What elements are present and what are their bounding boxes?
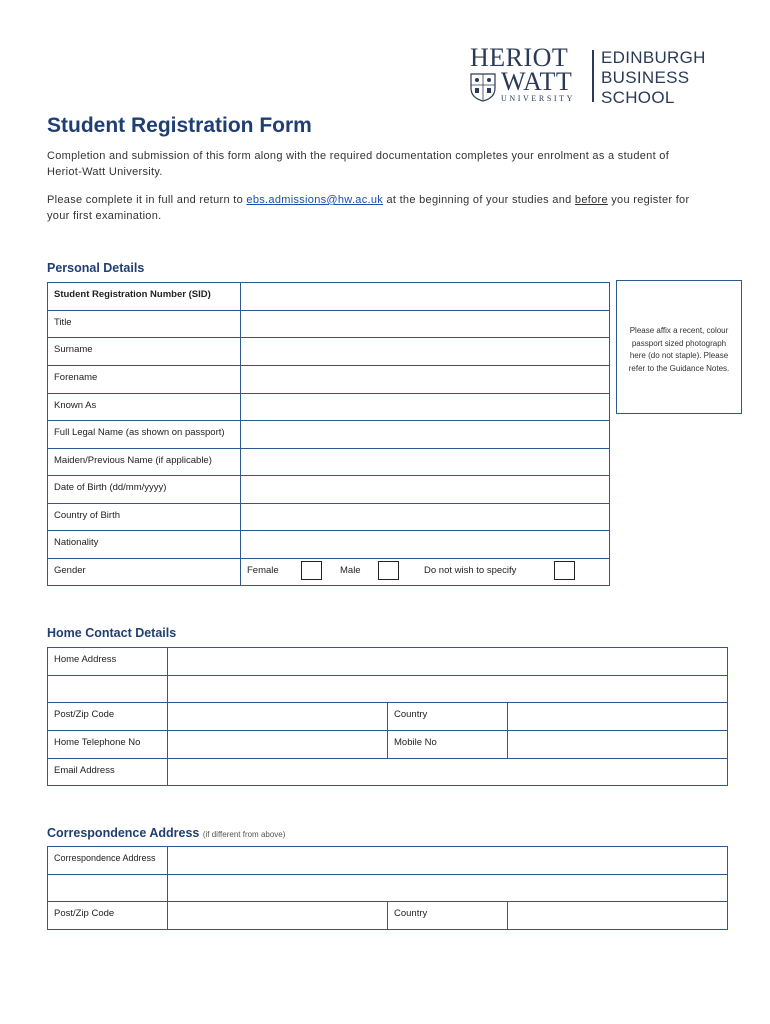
intro-text: Completion and submission of this form along with the required documentation completes your enrolment as a student of Heriot-Watt University. xyxy=(47,150,670,178)
gender-options xyxy=(241,559,610,586)
field-label: Mobile No xyxy=(388,731,508,759)
correspondence-note: (if different from above) xyxy=(202,830,286,839)
home-contact-table xyxy=(47,647,728,786)
logo-line-3: UNIVERSITY xyxy=(501,94,575,103)
home-postcode-input[interactable] xyxy=(168,703,388,731)
photo-instructions: Please affix a recent, colour passport sized photograph here (do not staple). Please refer to the Guidance Notes. xyxy=(628,326,730,373)
correspondence-address-line2-input[interactable] xyxy=(168,875,728,902)
school-name xyxy=(601,48,706,108)
home-contact-heading: Home Contact Details xyxy=(47,626,177,640)
instructions-part-3: you register for your first examination. xyxy=(47,194,690,222)
known-as-input[interactable] xyxy=(241,394,610,421)
page-title: Student Registration Form xyxy=(47,114,312,137)
logo-line-2: WATT xyxy=(501,67,573,96)
admissions-email-link[interactable]: ebs.admissions@hw.ac.uk xyxy=(246,194,384,206)
field-label: Home Telephone No xyxy=(48,731,168,759)
home-telephone-input[interactable] xyxy=(168,731,388,759)
home-country-input[interactable] xyxy=(508,703,728,731)
forename-input[interactable] xyxy=(241,366,610,394)
female-checkbox[interactable] xyxy=(301,561,322,580)
email-input[interactable] xyxy=(168,759,728,786)
field-label: Maiden/Previous Name (if applicable) xyxy=(48,449,241,476)
correspondence-heading xyxy=(47,826,285,840)
personal-details-table xyxy=(47,282,610,586)
field-label: Full Legal Name (as shown on passport) xyxy=(48,421,241,449)
field-label: Country xyxy=(388,703,508,731)
field-label: Surname xyxy=(48,338,241,366)
school-line-2: BUSINESS xyxy=(601,68,690,87)
personal-details-heading: Personal Details xyxy=(47,261,145,275)
passport-photo-box[interactable] xyxy=(616,280,742,414)
field-label: Post/Zip Code xyxy=(48,703,168,731)
field-label: Correspondence Address xyxy=(48,847,168,875)
instructions-part-1: Please complete it in full and return to xyxy=(47,194,247,206)
field-label-blank xyxy=(48,875,168,902)
field-label-blank xyxy=(48,676,168,703)
correspondence-country-input[interactable] xyxy=(508,902,728,930)
field-label: Country of Birth xyxy=(48,504,241,531)
title-input[interactable] xyxy=(241,311,610,338)
field-label: Student Registration Number (SID) xyxy=(48,283,241,311)
field-label: Home Address xyxy=(48,648,168,676)
mobile-input[interactable] xyxy=(508,731,728,759)
school-line-1: EDINBURGH xyxy=(601,48,706,67)
female-label: Female xyxy=(247,565,279,576)
field-label: Email Address xyxy=(48,759,168,786)
instructions-emphasis: before xyxy=(574,194,608,206)
nationality-input[interactable] xyxy=(241,531,610,559)
field-label: Forename xyxy=(48,366,241,394)
field-label: Country xyxy=(388,902,508,930)
field-label: Date of Birth (dd/mm/yyyy) xyxy=(48,476,241,504)
field-label: Gender xyxy=(48,559,241,586)
instructions-text xyxy=(47,193,707,224)
maiden-name-input[interactable] xyxy=(241,449,610,476)
sid-input[interactable] xyxy=(241,283,610,311)
university-logo xyxy=(470,43,720,107)
logo-divider xyxy=(592,50,594,102)
field-label: Post/Zip Code xyxy=(48,902,168,930)
country-of-birth-input[interactable] xyxy=(241,504,610,531)
school-line-3: SCHOOL xyxy=(601,88,675,107)
dob-input[interactable] xyxy=(241,476,610,504)
field-label: Title xyxy=(48,311,241,338)
correspondence-table xyxy=(47,846,728,930)
male-label: Male xyxy=(340,565,361,576)
correspondence-postcode-input[interactable] xyxy=(168,902,388,930)
logo-line-1: HERIOT xyxy=(470,43,569,72)
legal-name-input[interactable] xyxy=(241,421,610,449)
correspondence-heading-text: Correspondence Address xyxy=(47,826,200,840)
correspondence-address-input[interactable] xyxy=(168,847,728,875)
unspecified-label: Do not wish to specify xyxy=(424,565,517,576)
field-label: Known As xyxy=(48,394,241,421)
male-checkbox[interactable] xyxy=(378,561,399,580)
surname-input[interactable] xyxy=(241,338,610,366)
crest-icon xyxy=(470,72,496,102)
field-label: Nationality xyxy=(48,531,241,559)
home-address-line2-input[interactable] xyxy=(168,676,728,703)
unspecified-checkbox[interactable] xyxy=(554,561,575,580)
instructions-part-2: at the beginning of your studies and xyxy=(383,194,575,206)
home-address-input[interactable] xyxy=(168,648,728,676)
